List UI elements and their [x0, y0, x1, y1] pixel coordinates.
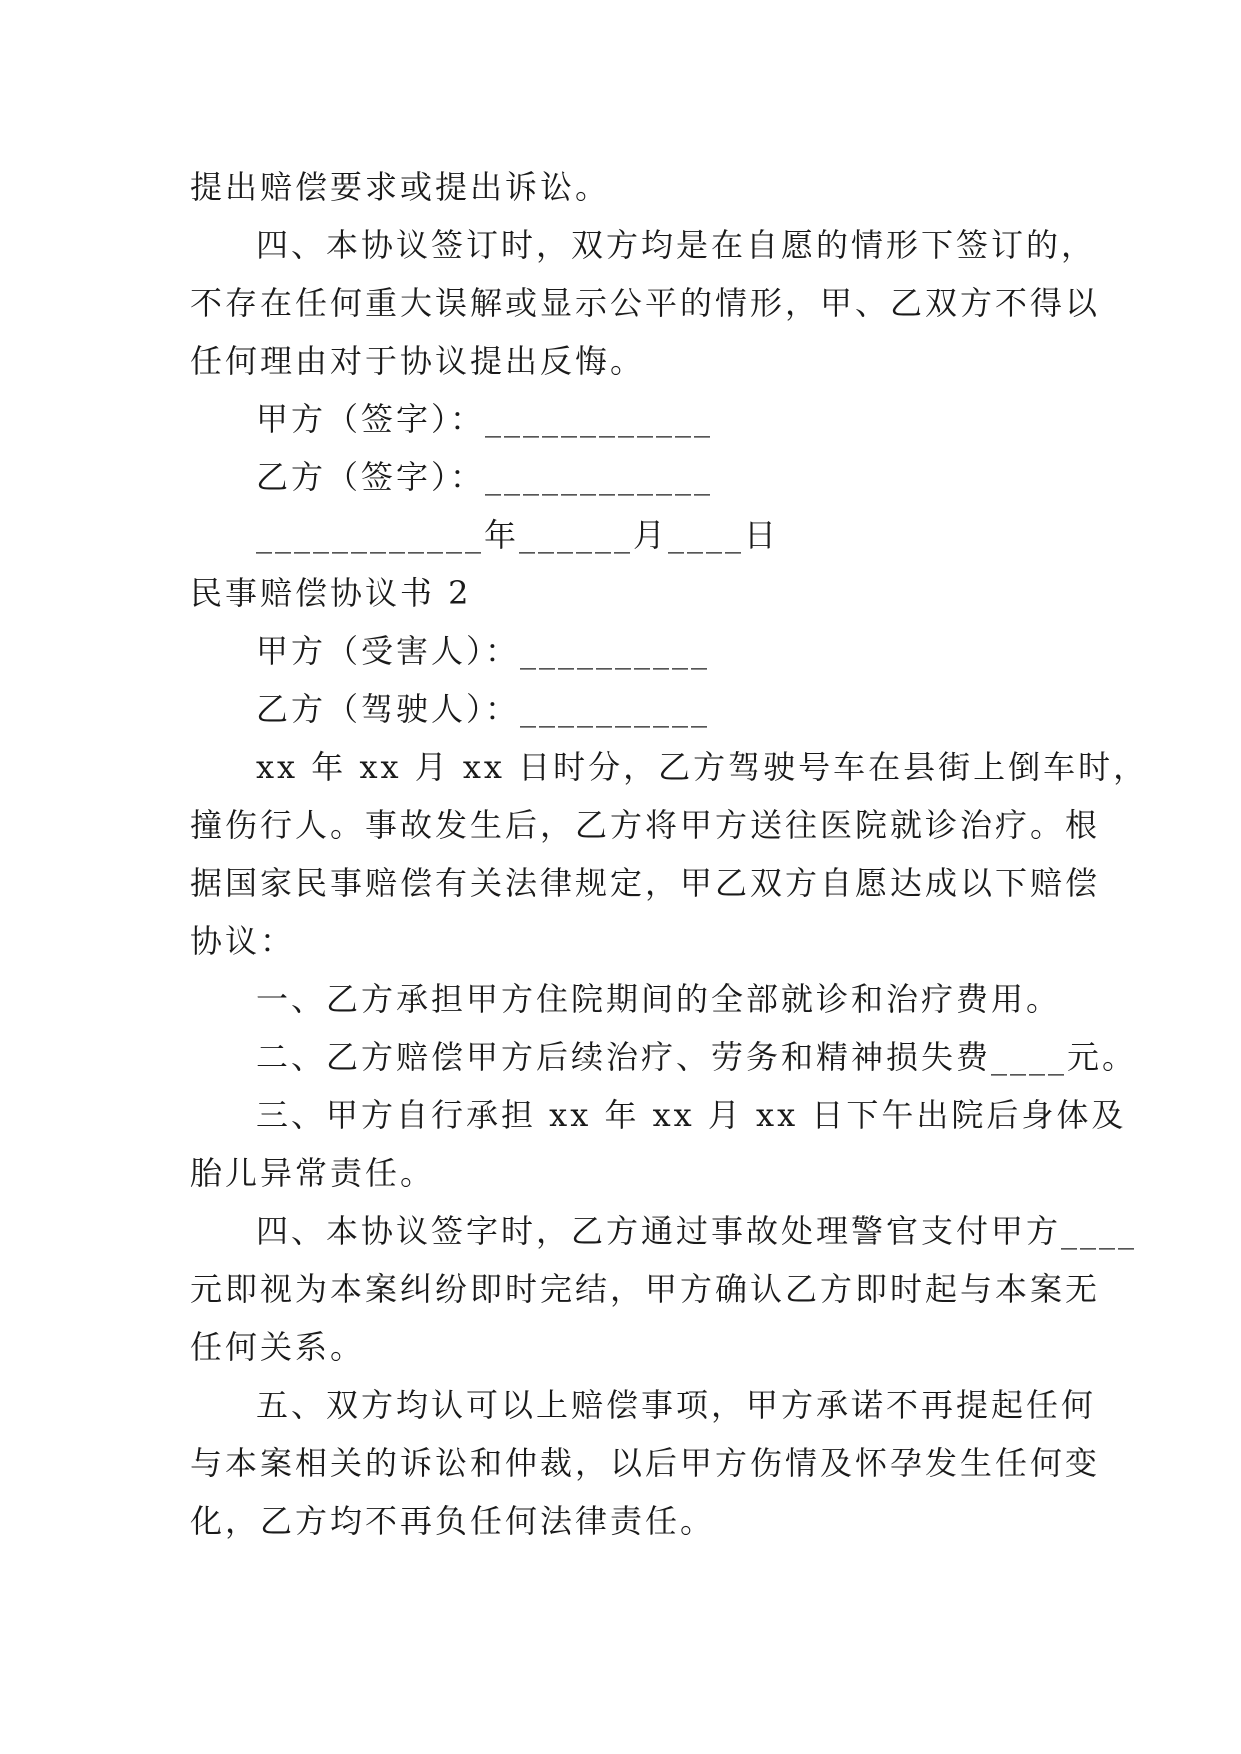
signature-line-party-b: 乙方（签字）：____________ [256, 458, 714, 496]
text-line: 撞伤行人。事故发生后，乙方将甲方送往医院就诊治疗。根 [190, 806, 1101, 844]
clause-line: 三、甲方自行承担 xx 年 xx 月 xx 日下午出院后身体及 [256, 1096, 1127, 1134]
clause-line: 四、本协议签字时，乙方通过事故处理警官支付甲方____ [256, 1212, 1138, 1250]
text-line: 不存在任何重大误解或显示公平的情形，甲、乙双方不得以 [190, 284, 1101, 322]
signature-line-party-a: 甲方（签字）：____________ [256, 400, 714, 438]
text-line: 四、本协议签订时，双方均是在自愿的情形下签订的， [256, 226, 1097, 264]
party-b-line: 乙方（驾驶人）：__________ [256, 690, 711, 728]
text-line: 协议： [190, 922, 296, 960]
document-body [190, 158, 1149, 1550]
text-line: 任何理由对于协议提出反悔。 [190, 342, 646, 380]
clause-line: 五、双方均认可以上赔偿事项，甲方承诺不再提起任何 [256, 1386, 1097, 1424]
text-line: 化，乙方均不再负任何法律责任。 [190, 1502, 716, 1540]
clause-line: 一、乙方承担甲方住院期间的全部就诊和治疗费用。 [256, 980, 1062, 1018]
clause-line: 二、乙方赔偿甲方后续治疗、劳务和精神损失费____元。 [256, 1038, 1138, 1076]
date-line: ____________年______月____日 [256, 516, 780, 554]
section-title: 民事赔偿协议书 2 [190, 574, 472, 612]
text-line: 与本案相关的诉讼和仲裁，以后甲方伤情及怀孕发生任何变 [190, 1444, 1101, 1482]
party-a-line: 甲方（受害人）：__________ [256, 632, 711, 670]
text-line: 胎儿异常责任。 [190, 1154, 436, 1192]
text-line: 据国家民事赔偿有关法律规定，甲乙双方自愿达成以下赔偿 [190, 864, 1101, 902]
text-line: 提出赔偿要求或提出诉讼。 [190, 168, 611, 206]
text-line: xx 年 xx 月 xx 日时分，乙方驾驶号车在县街上倒车时， [256, 748, 1149, 786]
text-line: 元即视为本案纠纷即时完结，甲方确认乙方即时起与本案无 [190, 1270, 1101, 1308]
text-line: 任何关系。 [190, 1328, 366, 1366]
